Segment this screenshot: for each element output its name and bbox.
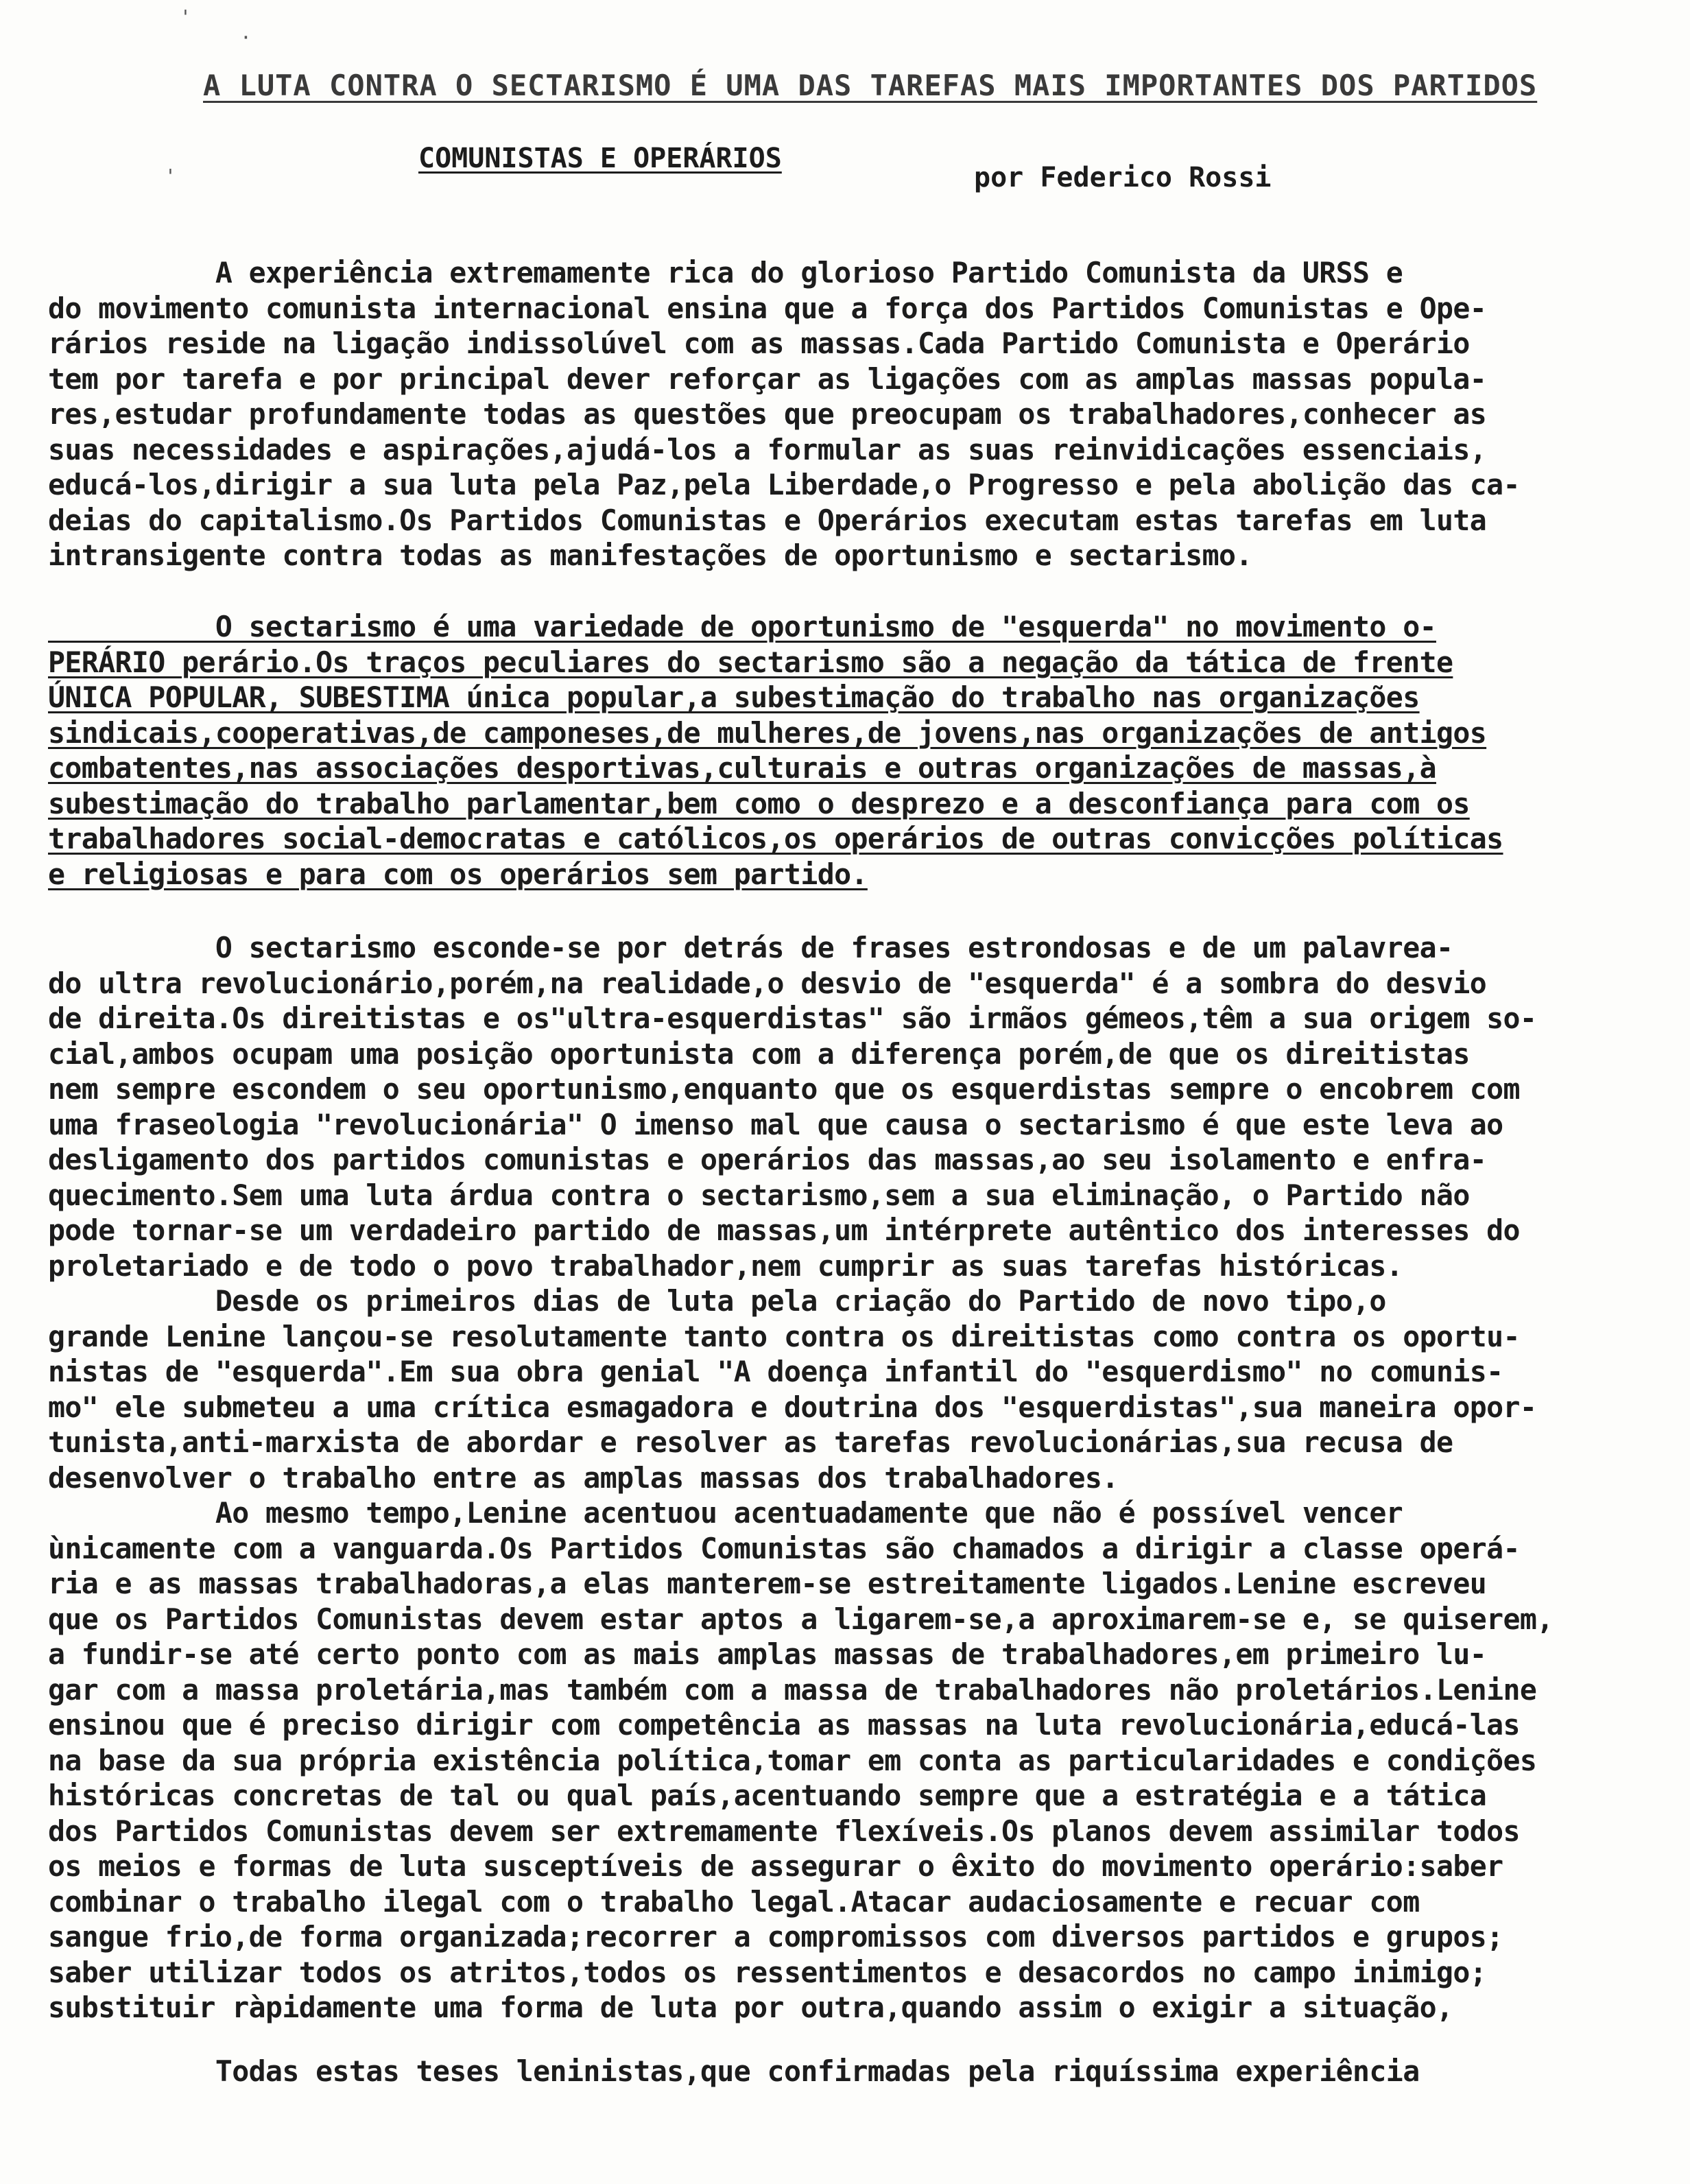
text-line: cial,ambos ocupam uma posição oportunista com a diferença porém,de que os direitistas — [48, 1036, 1470, 1071]
text-line: do ultra revolucionário,porém,na realidade,o desvio de "esquerda" é a sombra do desvio — [48, 966, 1487, 1000]
text-line: desenvolver o trabalho entre as amplas massas dos trabalhadores. — [48, 1460, 1119, 1495]
text-line: proletariado e de todo o povo trabalhador,nem cumprir as suas tarefas históricas. — [48, 1248, 1403, 1283]
text-line: grande Lenine lançou-se resolutamente tanto contra os direitistas como contra os oportu- — [48, 1319, 1520, 1353]
text-line: pode tornar-se um verdadeiro partido de massas,um intérprete autêntico dos interesses do — [48, 1213, 1520, 1247]
text-line: de direita.Os direitistas e os"ultra-esquerdistas" são irmãos gémeos,têm a sua origem so- — [48, 1001, 1537, 1035]
paragraph-1 — [48, 255, 1639, 573]
text-line: ensinou que é preciso dirigir com competência as massas na luta revolucionária,educá-las — [48, 1708, 1520, 1742]
text-line: suas necessidades e aspirações,ajudá-los a formular as suas reinvidicações essenciais, — [48, 432, 1487, 466]
underlined-line: ÚNICA POPULAR, SUBESTIMA única popular,a subestimação do trabalho nas organizações — [48, 680, 1420, 714]
underlined-line: O sectarismo é uma variedade de oportunismo de "esquerda" no movimento o- — [48, 610, 1436, 643]
author-byline: por Federico Rossi — [974, 162, 1272, 193]
text-line: deias do capitalismo.Os Partidos Comunistas e Operários executam estas tarefas em luta — [48, 503, 1487, 537]
text-line: na base da sua própria existência política,tomar em conta as particularidades e condições — [48, 1743, 1537, 1777]
text-line: Ao mesmo tempo,Lenine acentuou acentuadamente que não é possível vencer — [48, 1496, 1403, 1530]
text-line: uma fraseologia "revolucionária" O imenso mal que causa o sectarismo é que este leva ao — [48, 1107, 1503, 1141]
text-line: nistas de "esquerda".Em sua obra genial "A doença infantil do "esquerdismo" no comunis- — [48, 1355, 1503, 1388]
text-line: substituir ràpidamente uma forma de luta por outra,quando assim o exigir a situação, — [48, 1991, 1453, 2024]
text-line: ria e as massas trabalhadoras,a elas manterem-se estreitamente ligados.Lenine escreveu — [48, 1567, 1487, 1600]
document-subtitle: COMUNISTAS E OPERÁRIOS — [418, 143, 782, 174]
text-line: combinar o trabalho ilegal com o trabalho legal.Atacar audaciosamente e recuar com — [48, 1884, 1420, 1919]
margin-mark: ' — [180, 5, 191, 28]
paragraph-2 — [48, 609, 1639, 892]
underlined-line: PERÁRIO perário.Os traços peculiares do sectarismo são a negação da tática de frente — [48, 645, 1453, 679]
text-line: os meios e formas de luta susceptíveis de assegurar o êxito do movimento operário:saber — [48, 1849, 1503, 1883]
text-line: sangue frio,de forma organizada;recorrer a compromissos com diversos partidos e grupos; — [48, 1920, 1503, 1954]
text-line: Todas estas teses leninistas,que confirmadas pela riquíssima experiência — [48, 2054, 1420, 2088]
text-line: ùnicamente com a vanguarda.Os Partidos Comunistas são chamados a dirigir a classe operá- — [48, 1531, 1520, 1565]
underlined-line: e religiosas e para com os operários sem partido. — [48, 857, 868, 891]
text-line: Desde os primeiros dias de luta pela criação do Partido de novo tipo,o — [48, 1284, 1386, 1318]
margin-mark: · — [240, 26, 252, 49]
text-line: a fundir-se até certo ponto com as mais amplas massas de trabalhadores,em primeiro lu- — [48, 1637, 1487, 1671]
text-line: rários reside na ligação indissolúvel com as massas.Cada Partido Comunista e Operário — [48, 327, 1470, 360]
text-line: saber utilizar todos os atritos,todos os ressentimentos e desacordos no campo inimigo; — [48, 1955, 1487, 1989]
text-line: intransigente contra todas as manifestações de oportunismo e sectarismo. — [48, 538, 1252, 572]
text-line: res,estudar profundamente todas as questões que preocupam os trabalhadores,conhecer as — [48, 397, 1487, 431]
text-line: históricas concretas de tal ou qual país,acentuando sempre que a estratégia e a tática — [48, 1779, 1487, 1812]
text-line: do movimento comunista internacional ensina que a força dos Partidos Comunistas e Ope- — [48, 291, 1487, 325]
text-line: tunista,anti-marxista de abordar e resolver as tarefas revolucionárias,sua recusa de — [48, 1425, 1453, 1459]
text-line: desligamento dos partidos comunistas e operários das massas,ao seu isolamento e enfra- — [48, 1143, 1487, 1176]
text-line: A experiência extremamente rica do glorioso Partido Comunista da URSS e — [48, 256, 1403, 289]
text-line: educá-los,dirigir a sua luta pela Paz,pela Liberdade,o Progresso e pela abolição das ca- — [48, 468, 1520, 501]
text-line: quecimento.Sem uma luta árdua contra o sectarismo,sem a sua eliminação, o Partido não — [48, 1178, 1470, 1212]
document-title: A LUTA CONTRA O SECTARISMO É UMA DAS TAREFAS MAIS IMPORTANTES DOS PARTIDOS — [203, 69, 1538, 102]
text-line: gar com a massa proletária,mas também com a massa de trabalhadores não proletários.Lenine — [48, 1672, 1537, 1707]
text-line: dos Partidos Comunistas devem ser extremamente flexíveis.Os planos devem assimilar todos — [48, 1814, 1520, 1848]
underlined-line: combatentes,nas associações desportivas,culturais e outras organizações de massas,à — [48, 751, 1436, 785]
text-line: nem sempre escondem o seu oportunismo,enquanto que os esquerdistas sempre o encobrem com — [48, 1072, 1520, 1106]
paragraph-3 — [48, 930, 1639, 2026]
text-line: tem por tarefa e por principal dever reforçar as ligações com as amplas massas popula- — [48, 361, 1487, 396]
paragraph-4 — [48, 2054, 1639, 2089]
underlined-line: subestimação do trabalho parlamentar,bem como o desprezo e a desconfiança para com os — [48, 786, 1470, 820]
margin-mark: ' — [165, 165, 176, 187]
text-line: que os Partidos Comunistas devem estar aptos a ligarem-se,a aproximarem-se e, se quiserem, — [48, 1602, 1554, 1636]
text-line: mo" ele submeteu a uma crítica esmagadora e doutrina dos "esquerdistas",sua maneira opor- — [48, 1390, 1537, 1424]
underlined-line: sindicais,cooperativas,de camponeses,de mulheres,de jovens,nas organizações de antigos — [48, 715, 1487, 750]
underlined-line: trabalhadores social-democratas e católicos,os operários de outras convicções políticas — [48, 822, 1503, 855]
text-line: O sectarismo esconde-se por detrás de frases estrondosas e de um palavrea- — [48, 931, 1453, 964]
